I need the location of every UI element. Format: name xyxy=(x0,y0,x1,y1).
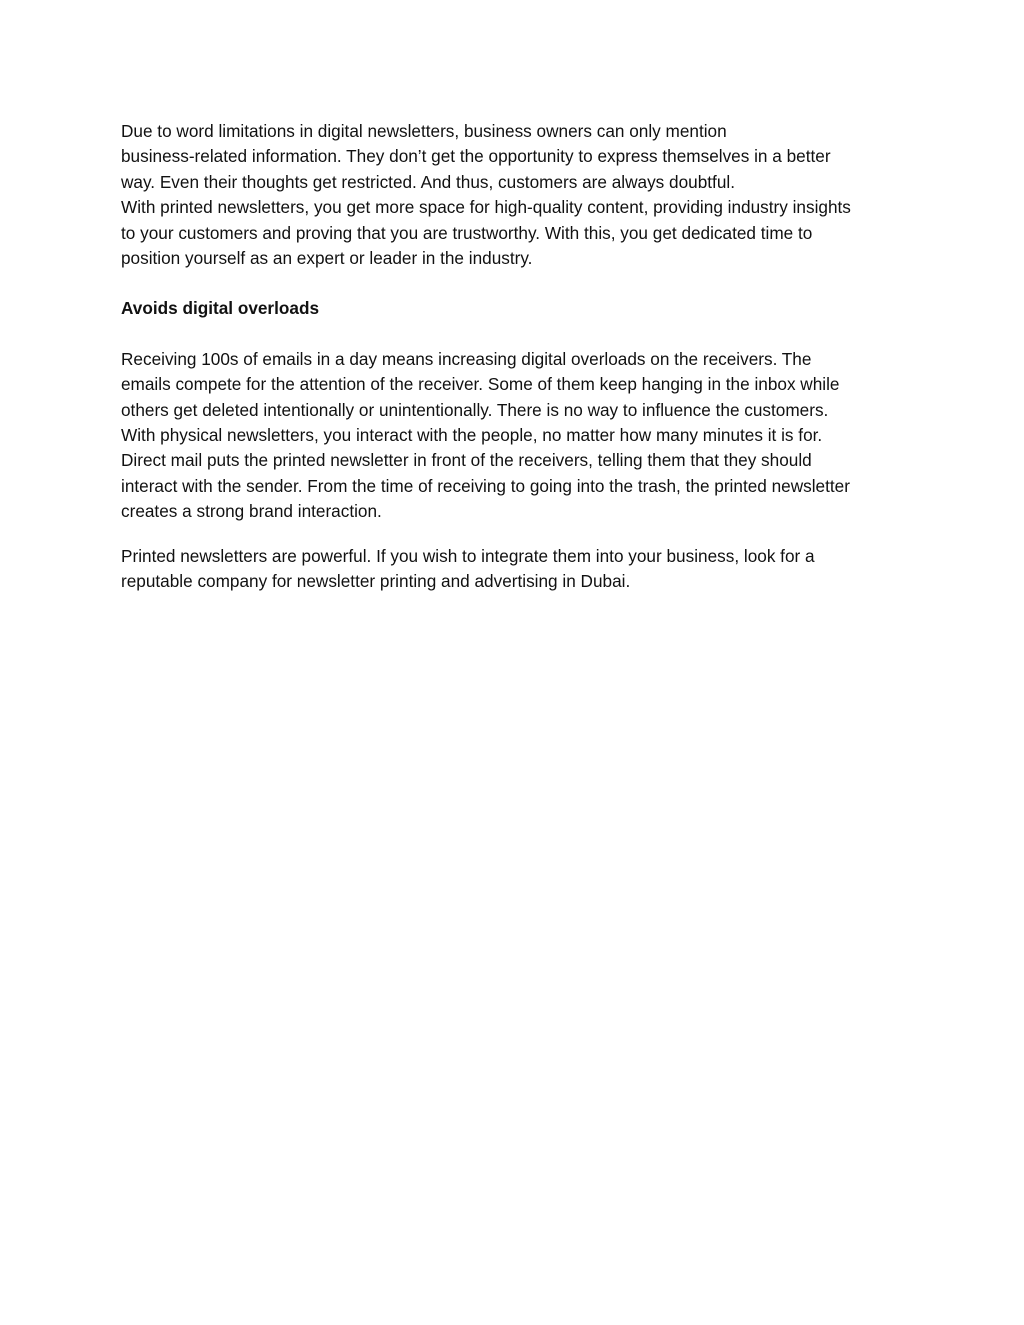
text-line: Receiving 100s of emails in a day means increasing digital overloads on the receivers. The xyxy=(121,348,812,369)
paragraph-word-limitations xyxy=(121,119,911,271)
document-page xyxy=(121,119,911,595)
text-line: business-related information. They don’t get the opportunity to express themselves in a better xyxy=(121,146,831,167)
text-line: position yourself as an expert or leader in the industry. xyxy=(121,248,533,269)
text-line: emails compete for the attention of the receiver. Some of them keep hanging in the inbox while xyxy=(121,374,840,395)
text-line: interact with the sender. From the time of receiving to going into the trash, the printed newsletter xyxy=(121,475,850,496)
text-line: reputable company for newsletter printing and advertising in Dubai. xyxy=(121,571,631,592)
text-line: Printed newsletters are powerful. If you wish to integrate them into your business, look for a xyxy=(121,545,815,566)
text-line: Direct mail puts the printed newsletter in front of the receivers, telling them that they should xyxy=(121,450,812,471)
paragraph-digital-overloads xyxy=(121,347,911,525)
text-line: With physical newsletters, you interact with the people, no matter how many minutes it is for. xyxy=(121,425,823,446)
text-line: to your customers and proving that you are trustworthy. With this, you get dedicated time to xyxy=(121,222,813,243)
paragraph-conclusion xyxy=(121,544,911,595)
section-heading-digital-overloads: Avoids digital overloads xyxy=(121,298,320,319)
text-line: creates a strong brand interaction. xyxy=(121,501,382,522)
text-line: way. Even their thoughts get restricted. And thus, customers are always doubtful. xyxy=(121,171,735,192)
text-line: others get deleted intentionally or unintentionally. There is no way to influence the customers. xyxy=(121,399,829,420)
text-line: Due to word limitations in digital newsletters, business owners can only mention xyxy=(121,121,727,141)
paragraph-spacer xyxy=(121,525,911,544)
text-line: With printed newsletters, you get more space for high-quality content, providing industry insights xyxy=(121,197,851,218)
